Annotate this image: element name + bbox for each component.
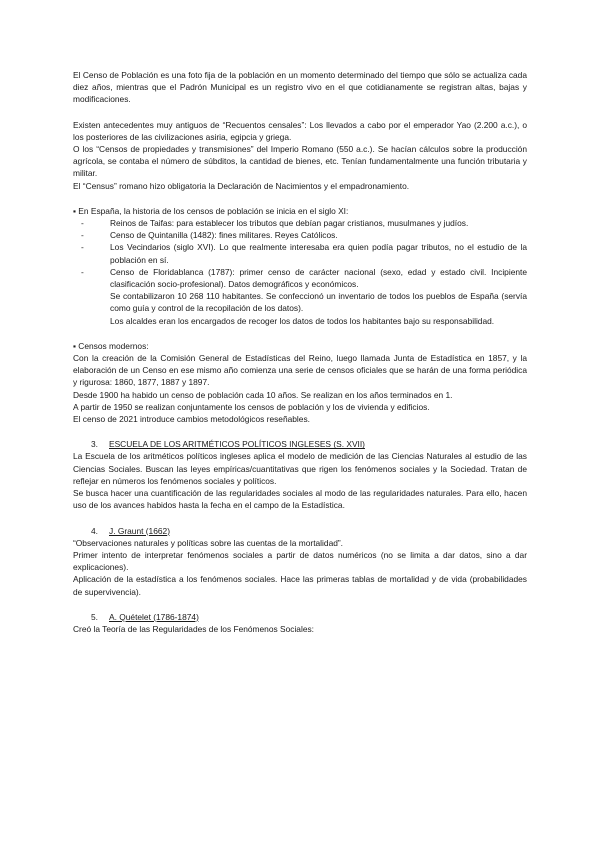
section-title: ESCUELA DE LOS ARITMÉTICOS POLÍTICOS INGLESES (S. XVII) [109,439,365,450]
section-number: 5. [91,611,98,622]
modern-census-paragraph-4: El censo de 2021 introduce cambios metodológicos reseñables. [73,414,310,425]
section-5-paragraph-1: Creó la Teoría de las Regularidades de los Fenómenos Sociales: [73,623,314,634]
modern-census-title: ▪ Censos modernos: [73,340,149,351]
section-number: 4. [91,525,98,536]
section-4-heading [73,525,527,537]
list-item: - Los Vecindarios (siglo XVI). Lo que realmente interesaba era quien podía pagar tributos, no el estudio de la población en sí. [73,241,527,265]
section-3-paragraph-1: La Escuela de los aritméticos políticos ingleses aplica el modelo de medición de las Ciencias Naturales al estudio de las Ciencias Sociales. Buscan las leyes empíricas/cuantitativas que rigen los fenómenos sociales y la Sociedad. Tratan de reflejar en números los fenómenos sociales y políticos. [73,451,527,486]
section-4-paragraph-2: Primer intento de interpretar fenómenos sociales a partir de datos numéricos (no se limita a dar datos, sino a dar explicaciones). [73,549,527,573]
section-number: 3. [91,439,98,450]
list-item: - Reinos de Taifas: para establecer los tributos que debían pagar cristianos, musulmanes y judíos. [73,217,527,229]
list-item: - Censo de Quintanilla (1482): fines militares. Reyes Católicos. [73,229,527,241]
section-3-paragraph-2: Se busca hacer una cuantificación de las regularidades sociales al modo de las regularidades naturales. Para ello, hacen uso de los avances habidos hasta la fecha en el campo de la Estadística. [73,488,527,511]
spain-intro: ▪ En España, la historia de los censos de población se inicia en el siglo XI: [73,205,349,216]
modern-census-paragraph-2: Desde 1900 ha habido un censo de población cada 10 años. Se realizan en los años terminados en 1. [73,389,453,400]
list-item: - Censo de Floridablanca (1787): primer censo de carácter nacional (sexo, edad y estado civil. Incipiente clasificación socio-profesional). Datos demográficos y económicos. [73,266,527,290]
antecedents-paragraph-1: Existen antecedentes muy antiguos de “Recuentos censales”: Los llevados a cabo por el emperador Yao (2.200 a.c.), o los posteriores de las civilizaciones asiria, egipcia y griega. [73,119,527,142]
spain-census-list [73,217,527,290]
modern-census-paragraph-1: Con la creación de la Comisión General de Estadísticas del Reino, luego llamada Junta de Estadística en 1857, y la elaboración de un Censo en ese mismo año comienza una serie de censos oficiales que se harán de una forma periódica y rigurosa: 1860, 1877, 1887 y 1897. [73,353,527,388]
floridablanca-detail-2: Los alcaldes eran los encargados de recoger los datos de todos los habitantes bajo su responsabilidad. [110,315,495,326]
floridablanca-detail-1: Se contabilizaron 10 268 110 habitantes. Se confeccionó un inventario de todos los pueblos de España (servía como guía y control de la recopilación de los datos). [110,291,527,314]
antecedents-paragraph-2: O los “Censos de propiedades y transmisiones” del Imperio Romano (550 a.c.). Se hacían cálculos sobre la producción agrícola, se contaba el número de súbditos, la cantidad de bienes, etc. Tenían fundamentalmente una función tributaria y militar. [73,144,527,179]
modern-census-paragraph-3: A partir de 1950 se realizan conjuntamente los censos de población y los de vivienda y edificios. [73,401,430,412]
section-title: A. Quételet (1786-1874) [109,611,199,622]
section-title: J. Graunt (1662) [109,525,170,536]
section-5-heading [73,611,527,623]
antecedents-paragraph-3: El “Census” romano hizo obligatoria la Declaración de Nacimientos y el empadronamiento. [73,180,410,191]
section-3-heading [73,438,527,450]
intro-paragraph: El Censo de Población es una foto fija de la población en un momento determinado del tiempo que sólo se actualiza cada diez años, mientras que el Padrón Municipal es un registro vivo en el que cotidianamente se registran altas, bajas y modificaciones. [73,70,527,105]
section-4-paragraph-3: Aplicación de la estadística a los fenómenos sociales. Hace las primeras tablas de mortalidad y de vida (probabilidades de supervivencia). [73,574,527,597]
section-4-paragraph-1: “Observaciones naturales y políticas sobre las cuentas de la mortalidad”. [73,537,343,548]
